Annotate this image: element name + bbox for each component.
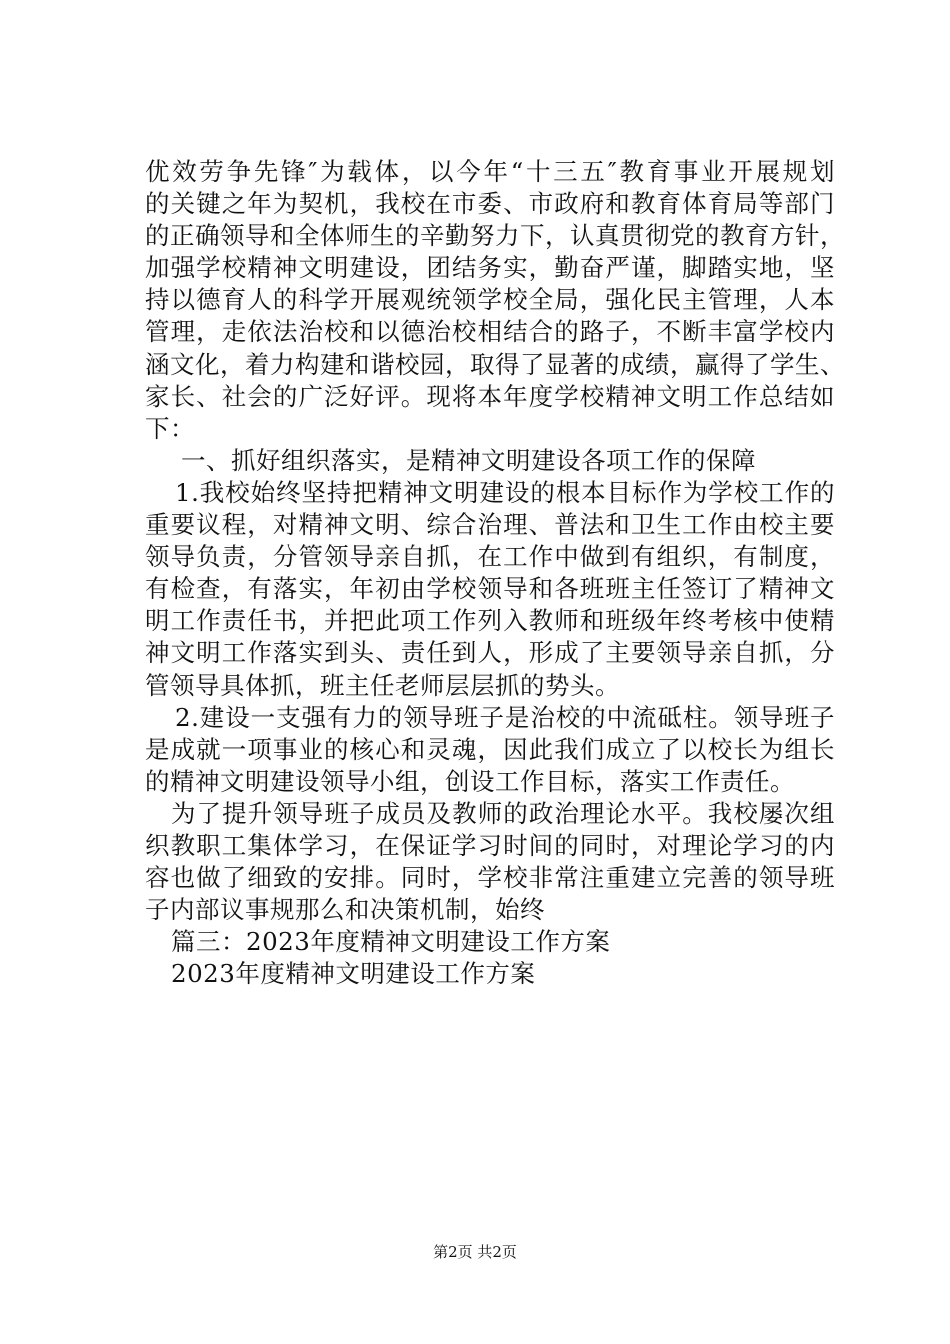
body-line: 持以德育人的科学开展观统领学校全局，强化民主管理，人本: [145, 285, 835, 315]
body-line: 管理，走依法治校和以德治校相结合的路子，不断丰富学校内: [145, 317, 835, 347]
page-number: 第2页 共2页: [433, 1243, 517, 1261]
document-body: [145, 156, 845, 990]
body-line: 1.我校始终坚持把精神文明建设的根本目标作为学校工作的: [175, 477, 835, 507]
body-line: 2.建设一支强有力的领导班子是治校的中流砥柱。领导班子: [175, 702, 835, 732]
body-line: 容也做了细致的安排。同时，学校非常注重建立完善的领导班: [145, 863, 835, 893]
body-line: 明工作责任书，并把此项工作列入教师和班级年终考核中使精: [145, 606, 835, 636]
body-line: 是成就一项事业的核心和灵魂，因此我们成立了以校长为组长: [145, 734, 835, 764]
article-title: 2023年度精神文明建设工作方案: [171, 959, 536, 989]
article-heading: 篇三：2023年度精神文明建设工作方案: [171, 927, 611, 957]
body-line: 优效劳争先锋″为载体，以今年“十三五″教育事业开展规划: [145, 157, 835, 186]
body-line: 涵文化，着力构建和谐校园，取得了显著的成绩，赢得了学生、: [145, 349, 845, 379]
body-line: 织教职工集体学习，在保证学习时间的同时，对理论学习的内: [145, 830, 835, 860]
body-line: 家长、社会的广泛好评。现将本年度学校精神文明工作总结如: [145, 381, 835, 411]
body-line: 神文明工作落实到头、责任到人，形成了主要领导亲自抓，分: [145, 638, 835, 668]
body-line: 领导负责，分管领导亲自抓，在工作中做到有组织，有制度，: [145, 542, 835, 572]
body-line: 重要议程，对精神文明、综合治理、普法和卫生工作由校主要: [145, 510, 835, 540]
body-line: 有检查，有落实，年初由学校领导和各班班主任签订了精神文: [145, 574, 835, 604]
body-line: 子内部议事规那么和决策机制，始终: [145, 895, 545, 925]
body-line: 加强学校精神文明建设，团结务实，勤奋严谨，脚踏实地，坚: [145, 253, 835, 283]
body-line: 的正确领导和全体师生的辛勤努力下，认真贯彻党的教育方针，: [145, 221, 845, 251]
body-line: 为了提升领导班子成员及教师的政治理论水平。我校屡次组: [171, 798, 835, 828]
body-line: 的精神文明建设领导小组，创设工作目标，落实工作责任。: [145, 766, 795, 796]
body-line: 下：: [145, 413, 195, 443]
body-line: 的关键之年为契机，我校在市委、市政府和教育体育局等部门: [145, 189, 835, 219]
section-heading: 一、抓好组织落实，是精神文明建设各项工作的保障: [181, 445, 756, 475]
body-line: 管领导具体抓，班主任老师层层抓的势头。: [145, 670, 620, 700]
